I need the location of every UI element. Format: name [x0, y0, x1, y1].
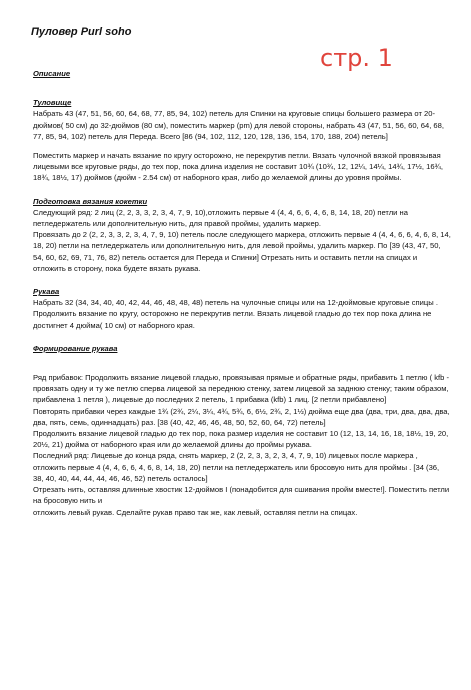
- paragraph-continue-stockinette: Продолжить вязание лицевой гладью до тех пор, пока размер изделия не составит 10 (12, 13, 14, 16, 18, 18½, 19, 20, 20½, 21) дюйма от наборного края или до желаемой длины до проймы рукава.: [33, 429, 449, 450]
- paragraph-increase-row: Ряд прибавок: Продолжить вязание лицевой гладью, провязывая прямые и обратные ряды, прибавить 1 петлю ( kfb - провязать одну и ту же петлю сперва лицевой за переднюю стенку, затем лицевой за заднюю стенку; таким образом, прибавлена 1 петля ), лицевые до последних 2 петель, 1 прибавка (kfb) 1 лиц. [2 петли прибавлено]: [33, 373, 449, 405]
- paragraph-cut-yarn: Отрезать нить, оставляя длинные хвостик 12-дюймов I (понадобится для сшивания пройм вместе!]. Поместить петли на бросовую нить и: [33, 485, 450, 506]
- section-heading-sleeves: Рукава: [33, 287, 60, 297]
- section-heading-body: Туловище: [33, 98, 72, 108]
- paragraph-body-cast-on: Набрать 43 (47, 51, 56, 60, 64, 68, 77, 85, 94, 102) петель для Спинки на круговые спицы большего размера от 20-дюймов( 50 см) до 32-дюймов (80 см), поместить маркер (pm) для левой стороны, набрать 43 (47, 51, 56, 60, 64, 68, 77, 85, 94, 102) петель для Переда. Всего [86 (94, 102, 112, 120, 128, 136, 154, 170, 188, 204) петель]: [33, 109, 444, 141]
- paragraph-body-knitting: Поместить маркер и начать вязание по кругу осторожно, не перекрутив петли. Вязать чулочной вязкой провязывая лицевыми все круговые ряды, до тех пор, пока длина изделия не составит 10¾ (10¾, 12, 12¼, 14¼, 14¾, 17½, 16¾, 18¾, 18½, 17) дюймов (дюйм - 2.54 см) от наборного края, либо до желаемой длины до уровня проймы.: [33, 151, 443, 183]
- section-heading-description: Описание: [33, 69, 71, 78]
- page-number-annotation: стр. 1: [320, 44, 393, 72]
- paragraph-repeat-increases: Повторять прибавки через каждые 1¾ (2¾, 2¼, 3¼, 4¾, 5¾, 6, 6½, 2¾, 2, 1½) дюйма еще два (два, три, два, два, два, два, пять, семь, одиннадцать) раз. [38 (40, 42, 46, 46, 48, 50, 52, 60, 64, 72) петель]: [33, 406, 450, 427]
- document-title: Пуловер Purl soho: [31, 26, 132, 38]
- paragraph-sleeves: Набрать 32 (34, 34, 40, 40, 42, 44, 46, 48, 48, 48) петель на чулочные спицы или на 12-дюймовые круговые спицы . Продолжить вязание по кругу, осторожно не перекрутив петли. Вязать лицевой гладью до тех пор пока длина не достигнет 4 дюйма( 10 см) от наборного края.: [33, 298, 438, 330]
- paragraph-yoke-continue: Провязать до 2 (2, 2, 3, 3, 2, 3, 4, 7, 9, 10) петель после следующего маркера, отложить первые 4 (4, 4, 6, 6, 4, 6, 8, 14, 18, 20) петли на петледержатель или дополнительную нить, для левой проймы, удалить маркер. По [39 (43, 47, 50, 54, 60, 62, 69, 71, 76, 82) петель остается для Переда и Спинки] Отрезать нить и оставить петли на спицах и отложить в сторону, пока будете вязать рукава.: [33, 230, 451, 273]
- document-body: [33, 68, 451, 518]
- paragraph-last-row: Последний ряд: Лицевые до конца ряда, снять маркер, 2 (2, 2, 3, 3, 2, 3, 4, 7, 9, 10) лицевых после маркера , отложить первые 4 (4, 4, 6, 6, 4, 6, 8, 14, 18, 20) петли на петледержатель или бросовую нить для проймы . [34 (36, 38, 40, 40, 44, 44, 44, 46, 46, 52) петель осталось]: [33, 451, 440, 483]
- paragraph-right-sleeve: отложить левый рукав. Сделайте рукав право так же, как левый, оставляя петли на спицах.: [33, 507, 358, 517]
- section-heading-sleeve-shaping: Формирование рукава: [33, 343, 118, 353]
- section-heading-yoke-prep: Подготовка вязания кокетки: [33, 196, 148, 206]
- paragraph-yoke-next-row: Следующий ряд: 2 лиц (2, 2, 3, 3, 2, 3, 4, 7, 9, 10),отложить первые 4 (4, 4, 6, 6, 4, 6, 8, 14, 18, 20) петли на петледержатель или дополнительную нить, для правой проймы, удалить маркер.: [33, 207, 408, 229]
